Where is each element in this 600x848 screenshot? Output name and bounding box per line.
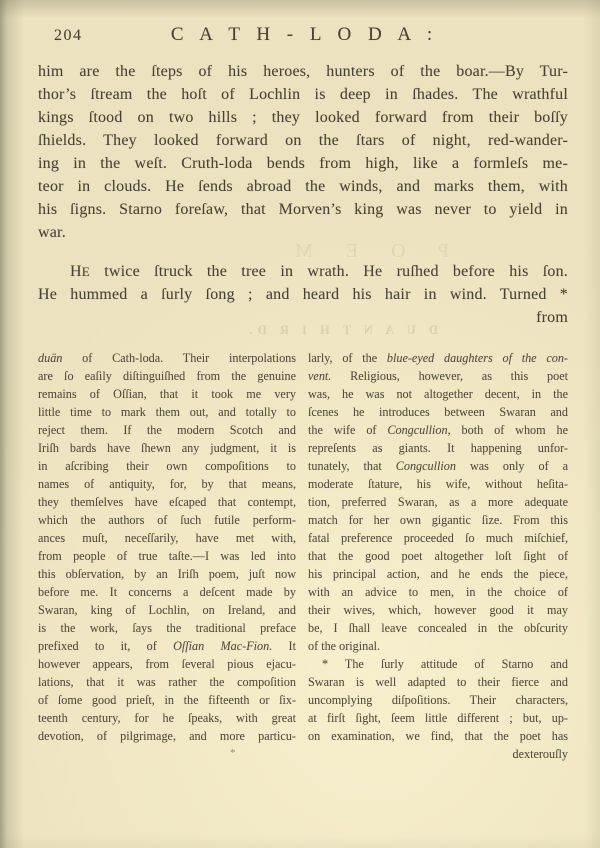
text-line: is the work, ſays the traditional preface: [38, 621, 296, 635]
text-line: HE twice ſtruck the tree in wrath. He ruſhed before his ſon.: [70, 263, 568, 280]
text-line: Iriſh bards have ſhewn any judgment, it is: [38, 441, 296, 455]
text-line: this obſervation, by an Iriſh poem, juſt now: [38, 567, 296, 581]
text-line: prefixed to it, of Oſſian Mac-Fion. It: [38, 639, 296, 653]
text-line: ſhields. They looked forward on the ſtars of night, red-wander-: [38, 132, 568, 149]
running-title: C A T H - L O D A :: [170, 24, 436, 45]
paragraph: [38, 260, 568, 306]
page-number: 204: [54, 27, 83, 44]
text-line: uncomplying diſpoſitions. Their characters,: [308, 693, 568, 707]
text-line: lations, that it was rather the compoſition: [38, 675, 296, 689]
footnote-column-left: [38, 349, 296, 745]
text-line: moderate ſtature, his wife, without heſita-: [308, 477, 568, 491]
text-line: him are the ſteps of his heroes, hunters of the boar.—By Tur-: [38, 63, 568, 80]
text-line: He hummed a ſurly ſong ; and heard his hair in wind. Turned *: [38, 286, 568, 303]
text-line: Swaran is well adapted to their fierce and: [308, 675, 568, 689]
text-line: their wives, which, however good it may: [308, 603, 568, 617]
text-line: tion, preferred Swaran, as a more adequate: [308, 495, 568, 509]
text-line: they themſelves have eſcaped that contempt,: [38, 495, 296, 509]
text-line: from people of true taſte.—I was led into: [38, 549, 296, 563]
text-line: Swaran, king of Lochlin, on Ireland, and: [38, 603, 296, 617]
text-line: devotion, of pilgrimage, and more particu-: [38, 729, 296, 743]
text-line: ing in the weſt. Cruth-loda bends from high, like a formleſs me-: [38, 155, 568, 172]
text-line: the wife of Congcullion, both of whom he: [308, 423, 568, 437]
text-line: his ſigns. Starno foreſaw, that Morven’s king was never to yield in: [38, 201, 568, 218]
text-line: little time to mark them out, and totally to: [38, 405, 296, 419]
text-line: teor in clouds. He ſends abroad the winds, and marks them, with: [38, 178, 568, 195]
text-line: which the authors of ſuch futile perform-: [38, 513, 296, 527]
text-line: tunately, that Congcullion was only of a: [308, 459, 568, 473]
text-line: at firſt ſight, ſeem little different ; but, up-: [308, 711, 568, 725]
text-line: of the original.: [308, 639, 381, 653]
text-line: ſcenes he introduces between Swaran and: [308, 405, 568, 419]
text-line: on examination, we find, that the poet has: [308, 729, 568, 743]
text-line: with an advice to men, in the choice of: [308, 585, 568, 599]
text-line: repreſents as giants. It happening unfor-: [308, 441, 568, 455]
text-line: war.: [38, 224, 66, 241]
text-line: ances muſt, neceſſarily, have met with,: [38, 531, 296, 545]
text-line: names of antiquity, for, by that means,: [38, 477, 296, 491]
text-line: teenth century, for he ſpeaks, with great: [38, 711, 296, 725]
paragraph: [38, 60, 568, 244]
footnote-lines: [308, 349, 568, 745]
text-line: reject them. If the modern Scotch and: [38, 423, 296, 437]
text-line: however appears, from ſeveral pious ejacu-: [38, 657, 296, 671]
text-line: was, he was not altogether decent, in the: [308, 387, 568, 401]
text-line: fatal preference proceeded ſo much miſchief,: [308, 531, 568, 545]
signature-mark: *: [230, 747, 236, 759]
footnote-column-right: [308, 349, 568, 763]
text-line: remains of Oſſian, that it took me very: [38, 387, 296, 401]
text-line: duän of Cath-loda. Their interpolations: [38, 351, 296, 365]
text-line: be, I ſhall leave concealed in the obſcurity: [308, 621, 568, 635]
showthrough-verso-title: P O E M: [281, 240, 449, 262]
text-line: vent. Religious, however, as this poet: [308, 369, 568, 383]
catchword: from: [536, 309, 568, 326]
catchword: dexterouſly: [512, 747, 568, 761]
text-line: in aſcribing their own compoſitions to: [38, 459, 296, 473]
showthrough-verso-heading: D U A N T H I R D.: [244, 323, 438, 337]
text-line: his principal action, and he ends the piece,: [308, 567, 568, 581]
text-line: kings ſtood on two hills ; they looked forward from their boſſy: [38, 109, 568, 126]
text-line: are ſo eaſily diſtinguiſhed from the genuine: [38, 369, 296, 383]
text-line: * The ſurly attitude of Starno and: [322, 657, 568, 671]
text-line: of ſome good prieſt, in the fifteenth or ſix-: [38, 693, 296, 707]
text-line: thor’s ſtream the hoſt of Lochlin is deep in ſhades. The wrathful: [38, 86, 568, 103]
text-line: that the good poet altogether loſt ſight of: [308, 549, 568, 563]
main-text-block: [38, 60, 568, 329]
text-line: larly, of the blue-eyed daughters of the con-: [308, 351, 568, 365]
text-line: before me. It concerns a deſcent made by: [38, 585, 296, 599]
text-line: match for her own gigantic ſize. From this: [308, 513, 568, 527]
